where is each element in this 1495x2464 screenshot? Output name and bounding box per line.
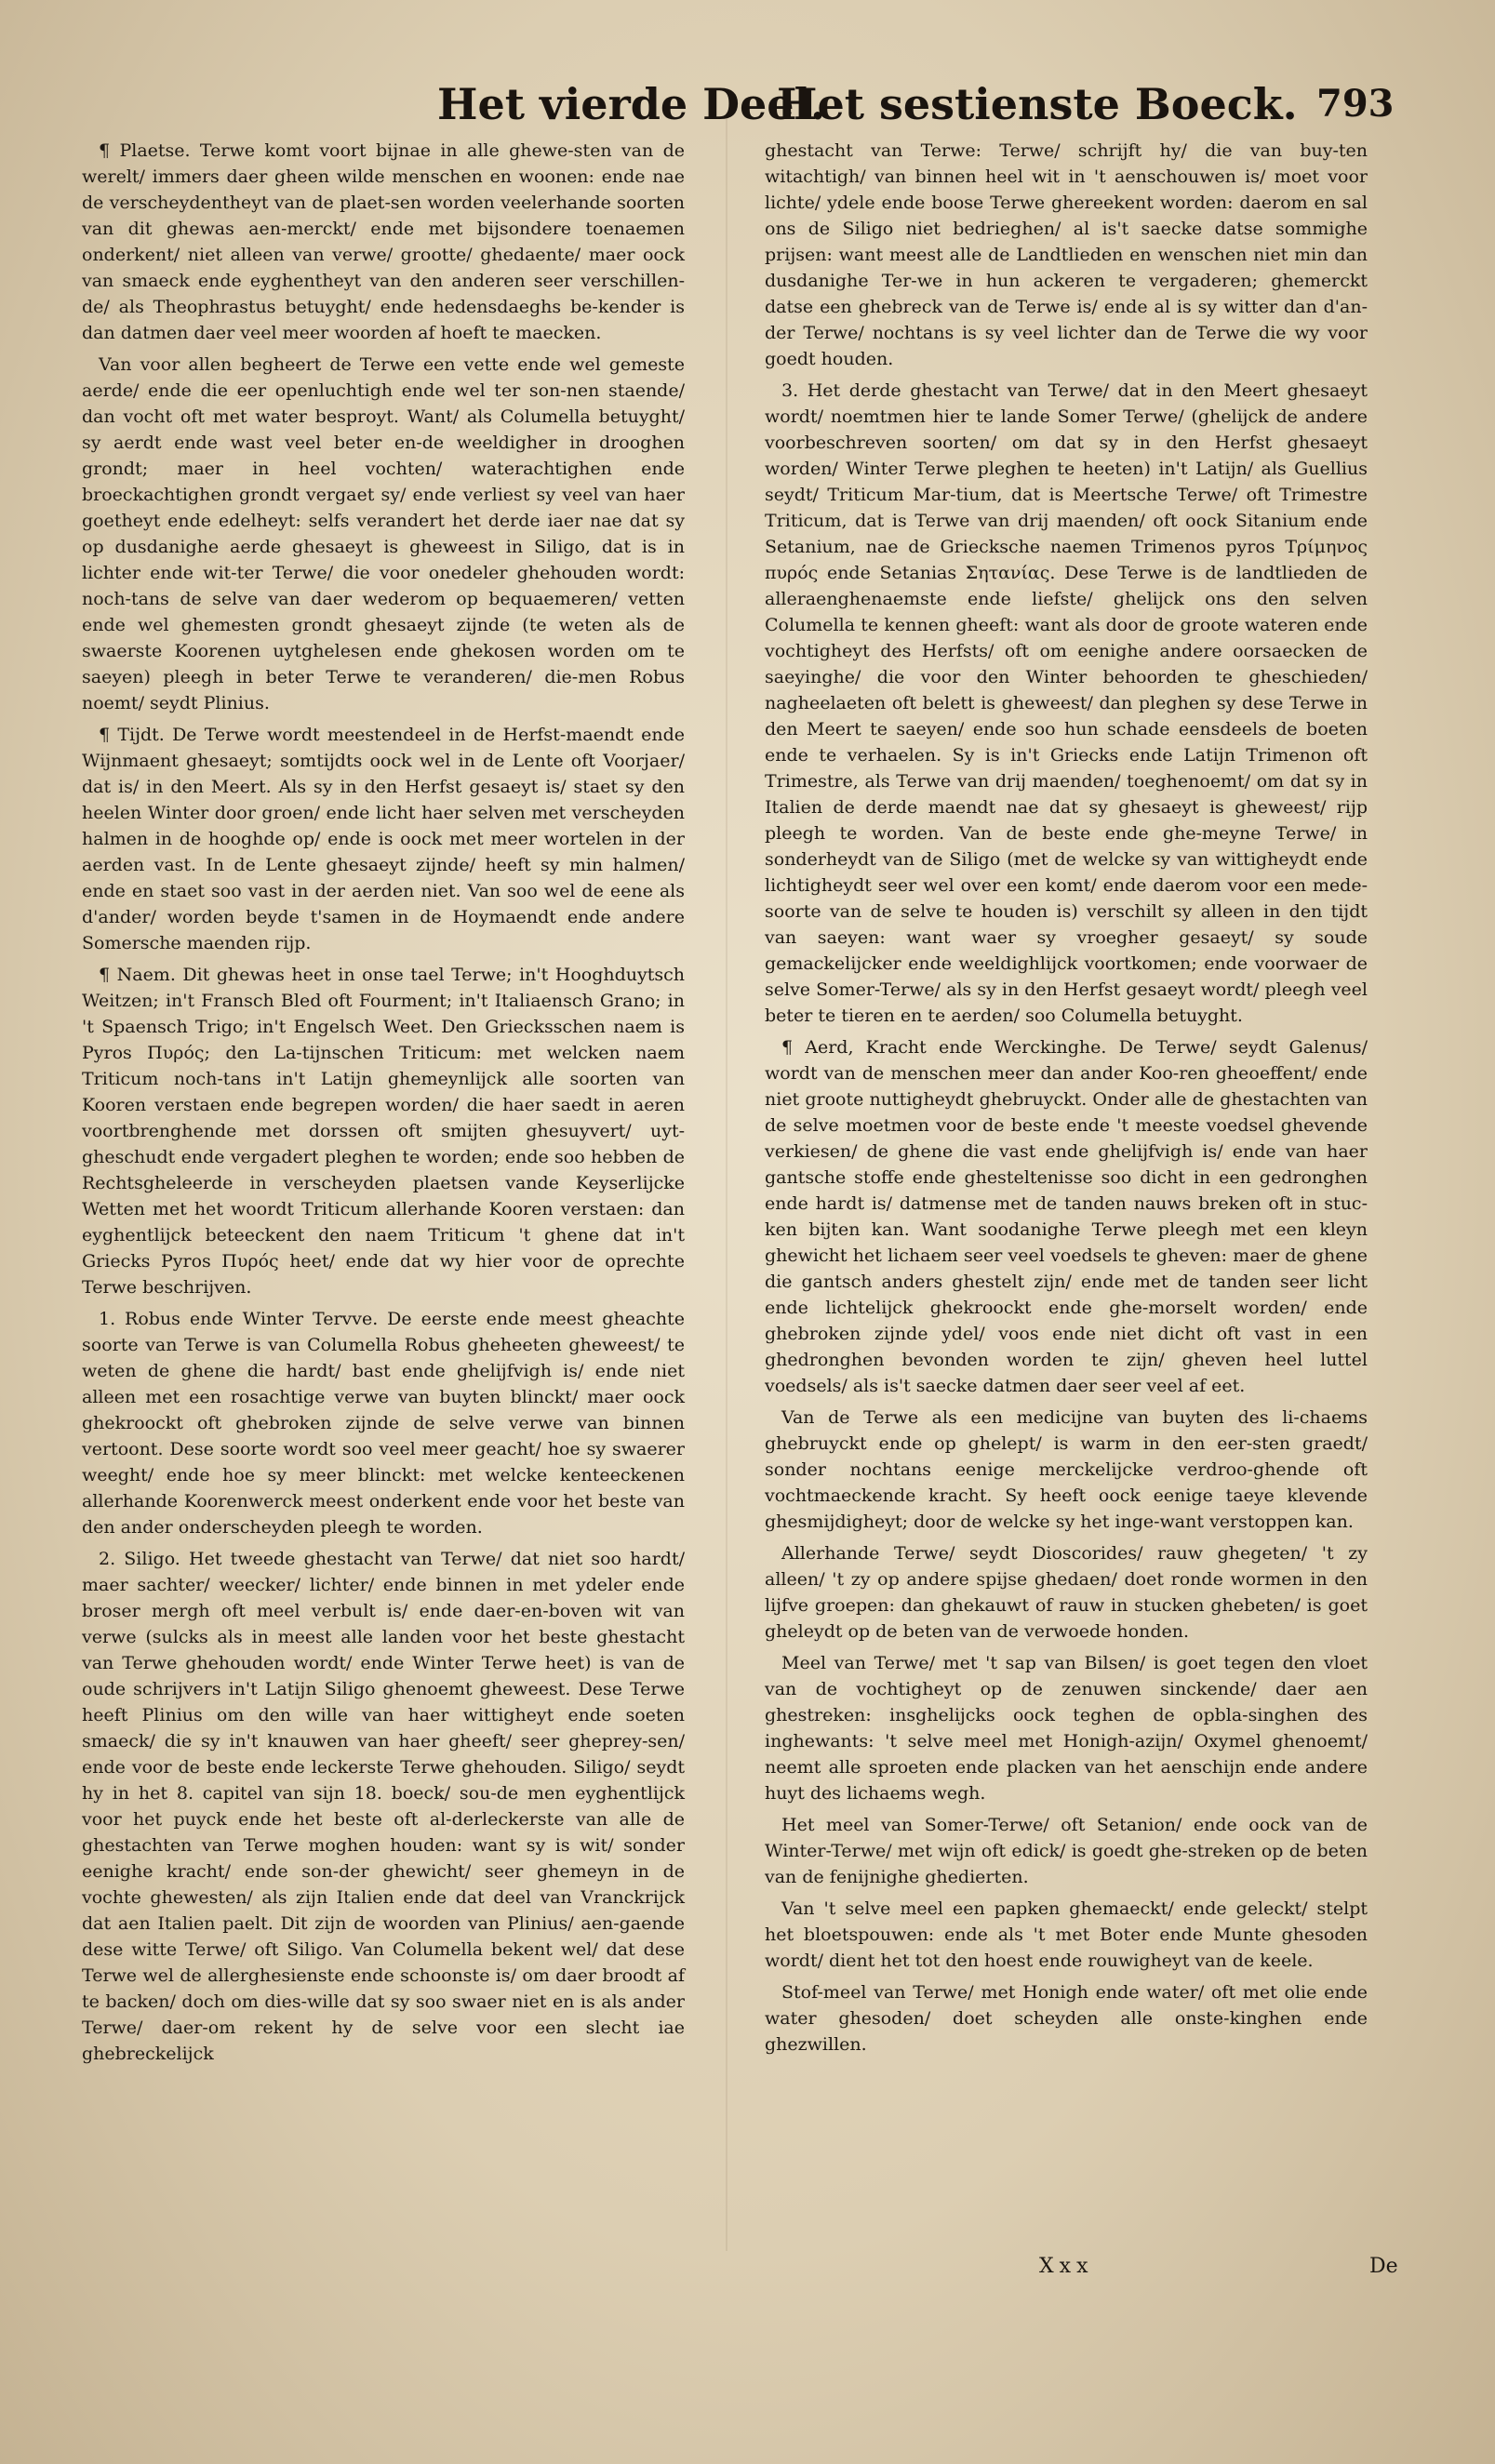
part-title: Het vierde Deel. bbox=[437, 79, 826, 129]
paragraph-place: ¶ Plaetse. Terwe komt voort bijnae in alle ghewe-sten van de werelt/ immers daer gheen wilde menschen en woonen: ende nae de verscheydentheyt van de plaet-sen worden veelerhande soorten van dit ghewas aen-merckt/ ende met bijsondere toenaemen onderkent/ niet alleen van verwe/ grootte/ ghedaente/ maer oock van smaeck ende eyghentheyt van den anderen seer verschillen-de/ als Theophrastus betuyght/ ende hedensdaeghs be-kender is dan datmen daer veel meer woorden af hoeft te maecken. bbox=[82, 140, 685, 343]
running-header bbox=[437, 76, 1442, 141]
paragraph-name: ¶ Naem. Dit ghewas heet in onse tael Terwe; in't Hooghduytsch Weitzen; in't Fransch Bled oft Fourment; in't Italiaensch Grano; in 't Spaensch Trigo; in't Engelsch Weet. Den Griecksschen naem is Pyros Πυρός; den La-tijnschen Triticum: met welcken naem Triticum noch-tans in't Latijn ghemeynlijck alle soorten van Kooren verstaen ende begrepen worden/ die haer saedt in aeren voortbrenghende met dorssen oft smijten ghesuyvert/ uyt-gheschudt ende vergadert pleghen te worden; ende soo hebben de Rechtsgheleerde in verscheyden plaetsen vande Keyserlijcke Wetten met het woordt Triticum allerhande Kooren verstaen: dan eyghentlijck beteeckent den naem Triticum 't ghene dat in't Griecks Pyros Πυρός heet/ ende dat wy hier voor de oprechte Terwe beschrijven. bbox=[82, 965, 685, 1298]
paragraph-meal-bilsen: Meel van Terwe/ met 't sap van Bilsen/ is goet tegen den vloet van de vochtigheyt op de zenuwen sinckende/ daer aen ghestreken: insghelijcks oock teghen de opbla-singhen des inghewants: 't selve meel met Honigh-azijn/ Oxymel ghenoemt/ neemt alle sproeten ende placken van het aenschijn ende andere huyt des lichaems wegh. bbox=[765, 1653, 1368, 1804]
catchword: De bbox=[1369, 2255, 1398, 2278]
paragraph-stof-meel: Stof-meel van Terwe/ met Honigh ende water/ oft met olie ende water ghesoden/ doet scheyden alle onste-kinghen ende ghezwillen. bbox=[765, 1982, 1368, 2055]
paragraph-summer-meal: Het meel van Somer-Terwe/ oft Setanion/ ende oock van de Winter-Terwe/ met wijn oft edick/ is goedt ghe-streken op de beten van de fenijnighe ghedierten. bbox=[765, 1815, 1368, 1887]
paragraph-time: ¶ Tijdt. De Terwe wordt meestendeel in de Herfst-maendt ende Wijnmaent ghesaeyt; somtijdts oock wel in de Lente oft Voorjaer/ dat is/ in den Meert. Als sy in den Herfst gesaeyt is/ staet sy den heelen Winter door groen/ ende licht haer selven met verscheyden halmen in de hooghde op/ ende is oock met meer wortelen in der aerden vast. In de Lente ghesaeyt zijnde/ heeft sy min halmen/ ende en staet soo vast in der aerden niet. Van soo wel de eene als d'ander/ worden beyde t'samen in de Hoymaendt ende andere Somersche maenden rijp. bbox=[82, 725, 685, 953]
left-column bbox=[82, 138, 685, 2072]
paragraph-siligo: 2. Siligo. Het tweede ghestacht van Terwe/ dat niet soo hardt/ maer sachter/ weecker/ lichter/ ende binnen in met ydeler ende broser mergh oft meel verbult is/ ende daer-en-boven wit van verwe (sulcks als in meest alle landen voor het beste ghestacht van Terwe ghehouden wordt/ ende Winter Terwe heet) is van de oude schrijvers in't Latijn Siligo ghenoemt gheweest. Dese Terwe heeft Plinius om den wille van haer wittigheyt ende soeten smaeck/ die sy in't knauwen van haer gheeft/ seer gheprey-sen/ ende voor de beste ende leckerste Terwe ghehouden. Siligo/ seydt hy in het 8. capitel van sijn 18. boeck/ sou-de men eyghentlijck voor het puyck ende het beste oft al-derleckerste van alle de ghestachten van Terwe moghen houden: want sy is wit/ sonder eenighe kracht/ ende son-der ghewicht/ seer ghemeyn in de vochte ghewesten/ als zijn Italien ende dat deel van Vranckrijck dat aen Italien paelt. Dit zijn de woorden van Plinius/ aen-gaende dese witte Terwe/ oft Siligo. Van Columella bekent wel/ dat dese Terwe wel de allerghesienste ende schoonste is/ om daer broodt af te backen/ doch om dies-wille dat sy soo swaer niet en is als ander Terwe/ daer-om rekent hy de selve voor een slecht iae ghebreckelijck bbox=[82, 1549, 685, 2064]
page-footer bbox=[765, 2255, 1416, 2292]
paragraph-summer-wheat: 3. Het derde ghestacht van Terwe/ dat in den Meert ghesaeyt wordt/ noemtmen hier te lande Somer Terwe/ (ghelijck de andere voorbeschreven soorten/ om dat sy in den Herfst ghesaeyt worden/ Winter Terwe pleghen te heeten) in't Latijn/ als Guellius seydt/ Triticum Mar-tium, dat is Meertsche Terwe/ oft Trimestre Triticum, dat is Terwe van drij maenden/ oft oock Sitanium ende Setanium, nae de Griecksche naemen Trimenos pyros Τρίμηνος πυρός ende Setanias Σητανίας. Dese Terwe is de landtlieden de alleraenghenaemste ende liefste/ ghelijck ons den selven Columella te kennen gheeft: want als door de groote wateren ende vochtigheyt des Herfsts/ oft om eenighe andere oorsaecken de saeyinghe/ die voor den Winter behoorden te gheschieden/ nagheelaeten oft belett is gheweest/ dan pleghen sy dese Terwe in den Meert te saeyen/ ende soo hun schade eensdeels de boeten ende te verhaelen. Sy is in't Griecks ende Latijn Trimenon oft Trimestre, als Terwe van drij maenden/ toeghenoemt/ om dat sy in Italien de derde maendt nae dat sy ghesaeyt is gheweest/ rijp pleegh te worden. Van de beste ende ghe-meyne Terwe/ in sonderheydt van de Siligo (met de welcke sy van wittigheydt ende lichtigheydt seer wel over een komt/ ende daerom voor een mede-soorte van de selve te houden is) verschilt sy alleen in den tijdt van saeyen: want waer sy vroegher gesaeyt/ sy soude gemackelijcker ende weeldighlijck voortkomen; ende voorwaer de selve Somer-Terwe/ als sy in den Herfst gesaeyt wordt/ pleegh veel beter te tieren en te aerden/ soo Columella betuyght. bbox=[765, 380, 1368, 1026]
paragraph-papken: Van 't selve meel een papken ghemaeckt/ ende geleckt/ stelpt het bloetspouwen: ende als 't met Boter ende Munte ghesoden wordt/ dient het tot den hoest ende rouwigheyt van de keele. bbox=[765, 1898, 1368, 1971]
paragraph-robus: 1. Robus ende Winter Tervve. De eerste ende meest gheachte soorte van Terwe is van Columella Robus gheheeten gheweest/ te weten de ghene die hardt/ bast ende ghelijfvigh is/ ende niet alleen met een rosachtige verwe van buyten blinckt/ maer oock ghekroockt oft ghebroken zijnde de selve verwe van binnen vertoont. Dese soorte wordt soo veel meer geacht/ hoe sy swaerer weeght/ ende hoe sy meer blinckt: met welcke kenteeckenen allerhande Koorenwerck meest onderkent ende voor het beste van den ander onderscheyden pleegh te worden. bbox=[82, 1309, 685, 1538]
paragraph-nature-power: ¶ Aerd, Kracht ende Werckinghe. De Terwe/ seydt Galenus/ wordt van de menschen meer dan ander Koo-ren gheoeffent/ ende niet groote nuttigheydt ghebruyckt. Onder alle de ghestachten van de selve moetmen voor de beste ende 't meeste voedsel ghevende verkiesen/ de ghene die vast ende ghelijfvigh is/ ende van haer gantsche stoffe ende ghesteltenisse soo dicht in een gedronghen ende hardt is/ datmense met de tanden nauws breken oft in stuc-ken bijten kan. Want soodanighe Terwe pleegh met een kleyn ghewicht het lichaem seer veel voedsels te gheven: maer de ghene die gantsch anders ghestelt zijn/ ende met de tanden seer licht ende lichtelijck ghekroockt ende ghe-morselt worden/ ende ghebroken zijnde ydel/ voos ende niet dicht oft vast in een ghedronghen bevonden worden te zijn/ gheven heel luttel voedsels/ als is't saecke datmen daer seer veel af eet. bbox=[765, 1037, 1368, 1396]
gutter-shadow bbox=[726, 112, 727, 2251]
folio-number: 793 bbox=[1316, 82, 1395, 126]
book-title: Het sestienste Boeck. bbox=[777, 79, 1298, 129]
paragraph-siligo-continued: ghestacht van Terwe: Terwe/ schrijft hy/ die van buy-ten witachtigh/ van binnen heel wit in 't aenschouwen is/ moet voor lichte/ ydele ende boose Terwe ghereekent worden: daerom en sal ons de Siligo niet bedrieghen/ al is't saecke datse sommighe prijsen: want meest alle de Landtlieden en wenschen niet min dan dusdanighe Ter-we in hun ackeren te vergaderen; ghemerckt datse een ghebreck van de Terwe is/ ende al is sy witter dan d'an-der Terwe/ nochtans is sy veel lichter dan de Terwe die wy voor goedt houden. bbox=[765, 140, 1368, 369]
right-column bbox=[765, 138, 1368, 2063]
paragraph-soil: Van voor allen begheert de Terwe een vette ende wel gemeste aerde/ ende die eer openluchtigh ende wel ter son-nen staende/ dan vocht oft met water besproyt. Want/ als Columella betuyght/ sy aerdt ende wast veel beter en-de weeldigher in drooghen grondt; maer in heel vochten/ waterachtighen ende broeckachtighen grondt vergaet sy/ ende verliest sy veel van haer goetheyt ende edelheyt: selfs verandert het derde iaer nae dat sy op dusdanighe aerde ghesaeyt is gheweest in Siligo, dat is in lichter ende wit-ter Terwe/ die voor onedeler ghehouden wordt: noch-tans de selve van daer wederom op bequaemeren/ vetten ende wel ghemesten grondt ghesaeyt zijnde (te weten als de swaerste Koorenen uytghelesen ende ghekosen worden om te saeyen) pleegh in beter Terwe te veranderen/ die-men Robus noemt/ seydt Plinius. bbox=[82, 354, 685, 713]
paragraph-medicine: Van de Terwe als een medicijne van buyten des li-chaems ghebruyckt ende op ghelept/ is warm in den eer-sten graedt/ sonder nochtans eenige merckelijcke verdroo-ghende oft vochtmaeckende kracht. Sy heeft oock eenige taeye klevende ghesmijdigheyt; door de welcke sy het inge-want verstoppen kan. bbox=[765, 1407, 1368, 1532]
signature-mark: Xxx bbox=[1039, 2255, 1094, 2278]
paragraph-raw-wheat: Allerhande Terwe/ seydt Dioscorides/ rauw ghegeten/ 't zy alleen/ 't zy op andere spijse ghedaen/ doet ronde wormen in den lijfve groepen: dan ghekauwt of rauw in stucken ghebeten/ is goet gheleydt op de beten van de verwoede honden. bbox=[765, 1543, 1368, 1642]
